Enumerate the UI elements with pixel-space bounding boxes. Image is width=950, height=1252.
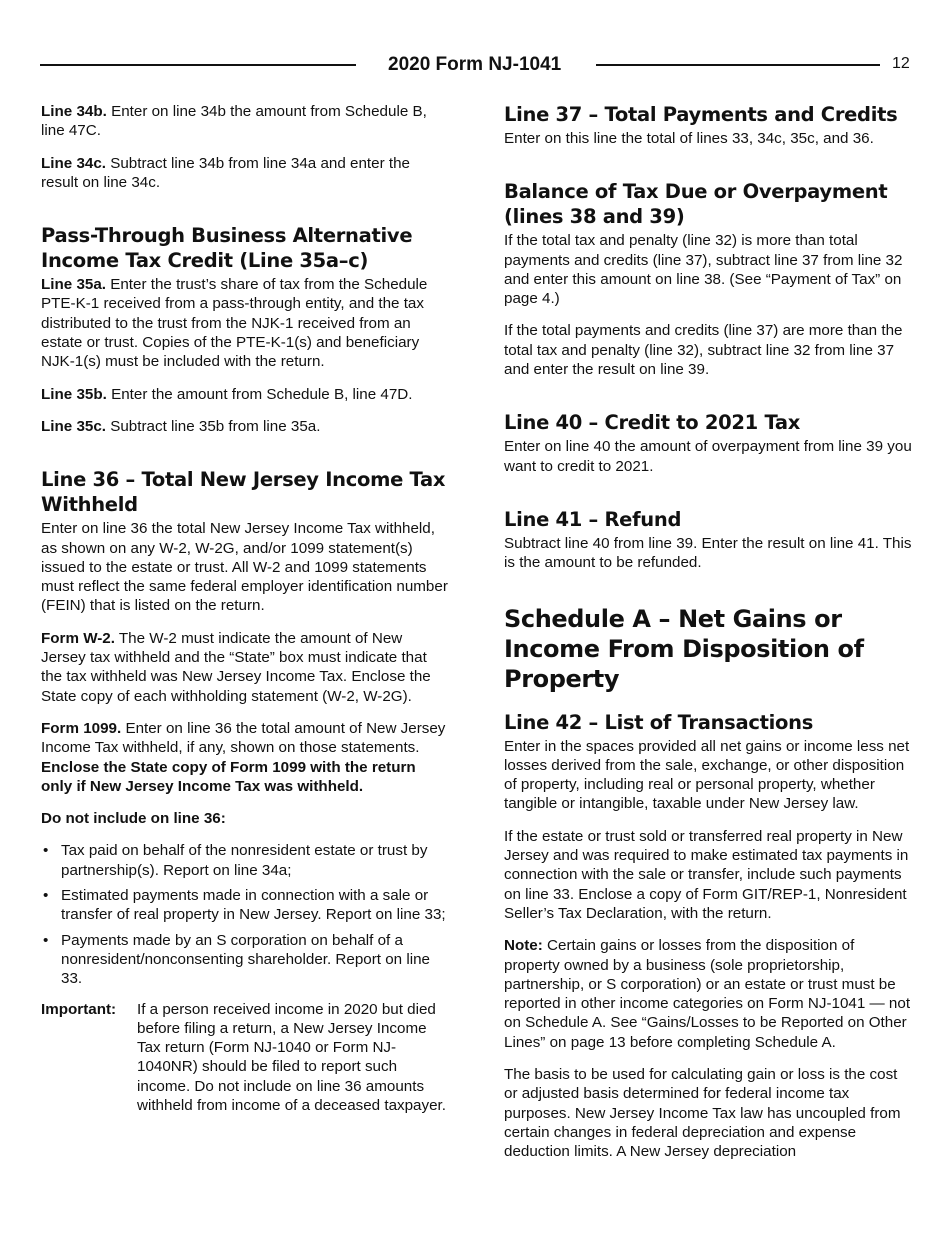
header-rule-left xyxy=(40,64,356,66)
line-41-paragraph: Subtract line 40 from line 39. Enter the result on line 41. This is the amount to be refunded. xyxy=(504,534,912,572)
right-column xyxy=(504,102,914,1175)
spacer xyxy=(504,489,914,507)
list-item-text: Tax paid on behalf of the nonresident estate or trust by partnership(s). Report on line 34a; xyxy=(61,842,428,879)
spacer xyxy=(504,161,914,179)
note-text: Certain gains or losses from the disposition of property owned by a business (sole proprietorship, partnership, or S corporation) or an estate or trust must be reported in other income categories on Form NJ-1041 — not on Schedule A. See “Gains/Losses to be Reported on Other Lines” on page 13 before completing Schedule A. xyxy=(504,937,911,1051)
form-1099-label: Form 1099. xyxy=(41,719,122,737)
basis-paragraph: The basis to be used for calculating gain or loss is the cost or adjusted basis determined for federal income tax purposes. New Jersey Income Tax law has uncoupled from certain changes in federal depreciation and expense deduction limits. A New Jersey depreciation xyxy=(504,1066,901,1161)
form-1099-text: Enter on line 36 the total amount of New Jersey Income Tax withheld, if any, shown on those statements. xyxy=(41,719,446,757)
line-35c-text: Subtract line 35b from line 35a. xyxy=(110,417,321,435)
note-label: Note: xyxy=(504,937,543,955)
pte-credit-heading: Pass-Through Business Alternative Income Tax Credit (Line 35a–c) xyxy=(41,224,413,273)
balance-paragraph-2: If the total payments and credits (line 37) are more than the total tax and penalty (line 32), subtract line 32 from line 37 and enter the result on line 39. xyxy=(504,322,903,379)
important-label: Important: xyxy=(41,1000,117,1018)
form-title: 2020 Form NJ-1041 xyxy=(388,54,562,75)
list-item-text: Payments made by an S corporation on behalf of a nonresident/nonconsenting shareholder. Report on line 33. xyxy=(61,931,430,988)
schedule-a-heading: Schedule A – Net Gains or Income From Disposition of Property xyxy=(504,604,864,693)
bullet-icon: • xyxy=(43,887,49,905)
line-35a-text: Enter the trust’s share of tax from the Schedule PTE-K-1 received from a pass-through entity, and the tax distributed to the trust from the NJK-1 received from an estate or trust. Copies of the PTE-K-1(s) and beneficiary NJK-1(s) must be included with the return. xyxy=(41,276,428,371)
spacer xyxy=(504,586,914,604)
line-34b-paragraph xyxy=(41,102,451,141)
spacer xyxy=(504,392,914,410)
line-40-paragraph: Enter on line 40 the amount of overpayment from line 39 you want to credit to 2021. xyxy=(504,438,912,475)
line-34c-label: Line 34c. xyxy=(41,154,106,172)
balance-paragraph-1: If the total tax and penalty (line 32) is more than total payments and credits (line 37), subtract line 37 from line 32 and enter this amount on line 38. (See “Payment of Tax” on page 4.) xyxy=(504,232,903,308)
line-35b-text: Enter the amount from Schedule B, line 47D. xyxy=(111,385,413,403)
line-41-heading: Line 41 – Refund xyxy=(504,507,682,531)
line-35b-paragraph xyxy=(41,385,451,404)
form-1099-paragraph xyxy=(41,719,451,796)
do-not-include-label: Do not include on line 36: xyxy=(41,810,226,828)
line-35b-label: Line 35b. xyxy=(41,385,107,403)
bullet-icon: • xyxy=(43,931,49,949)
line-34c-paragraph xyxy=(41,154,451,193)
page-header xyxy=(40,52,910,78)
spacer xyxy=(41,449,451,467)
line-34b-label: Line 34b. xyxy=(41,103,107,120)
form-1099-bold-text: Enclose the State copy of Form 1099 with the return only if New Jersey Income Tax was withheld. xyxy=(41,758,416,795)
line-35a-paragraph xyxy=(41,275,451,371)
list-item xyxy=(41,841,451,880)
page-number: 12 xyxy=(892,55,910,72)
line-40-heading: Line 40 – Credit to 2021 Tax xyxy=(504,411,801,435)
important-note xyxy=(41,1000,451,1116)
line-42-paragraph-1: Enter in the spaces provided all net gains or income less net losses derived from the sale, exchange, or other disposition of property, including real or personal property, whether tangible or intangible, taxable under New Jersey law. xyxy=(504,737,910,813)
line-36-paragraph: Enter on line 36 the total New Jersey Income Tax withheld, as shown on any W-2, W-2G, and/or 1099 statement(s) issued to the estate or trust. All W-2 and 1099 statements must reflect the same federal employer identification number (FEIN) that is listed on the return. xyxy=(41,520,448,615)
line-35a-label: Line 35a. xyxy=(41,276,106,294)
balance-heading: Balance of Tax Due or Overpayment (lines 38 and 39) xyxy=(504,180,888,229)
form-w2-paragraph xyxy=(41,629,451,706)
bullet-icon: • xyxy=(43,842,49,860)
do-not-include-heading xyxy=(41,809,451,828)
line-34c-text: Subtract line 34b from line 34a and enter the result on line 34c. xyxy=(41,154,410,191)
left-column xyxy=(41,102,451,1115)
do-not-include-list xyxy=(41,841,451,988)
line-34b-text: Enter on line 34b the amount from Schedule B, line 47C. xyxy=(41,103,427,140)
spacer xyxy=(41,205,451,223)
list-item xyxy=(41,886,451,925)
line-35c-paragraph xyxy=(41,417,451,436)
form-w2-text: The W-2 must indicate the amount of New Jersey tax withheld and the “State” box must indicate that the tax withheld was New Jersey Income Tax. Enclose the State copy of each withholding statement (W-2, W-2G). xyxy=(41,629,431,705)
list-item-text: Estimated payments made in connection with a sale or transfer of real property in New Jersey. Report on line 33; xyxy=(61,887,446,924)
note-paragraph xyxy=(504,936,914,1052)
line-42-heading: Line 42 – List of Transactions xyxy=(504,710,813,734)
important-text: If a person received income in 2020 but died before filing a return, a New Jersey Income Tax return (Form NJ-1040 or Form NJ-1040NR) should be filed to report such income. Do not include on line 36 amounts withheld from income of a deceased taxpayer. xyxy=(137,1000,446,1114)
line-37-heading: Line 37 – Total Payments and Credits xyxy=(504,103,898,126)
line-36-heading: Line 36 – Total New Jersey Income Tax Withheld xyxy=(41,468,446,517)
list-item xyxy=(41,931,451,989)
form-w2-label: Form W-2. xyxy=(41,629,115,647)
line-42-paragraph-2: If the estate or trust sold or transferred real property in New Jersey and was required to make estimated tax payments in connection with the sale or transfer, include such payments on line 33. Enclose a copy of Form GIT/REP-1, Nonresident Seller’s Tax Declaration, with the return. xyxy=(504,827,909,922)
header-rule-right xyxy=(596,64,880,66)
line-35c-label: Line 35c. xyxy=(41,417,106,435)
line-37-paragraph: Enter on this line the total of lines 33, 34c, 35c, and 36. xyxy=(504,130,874,147)
